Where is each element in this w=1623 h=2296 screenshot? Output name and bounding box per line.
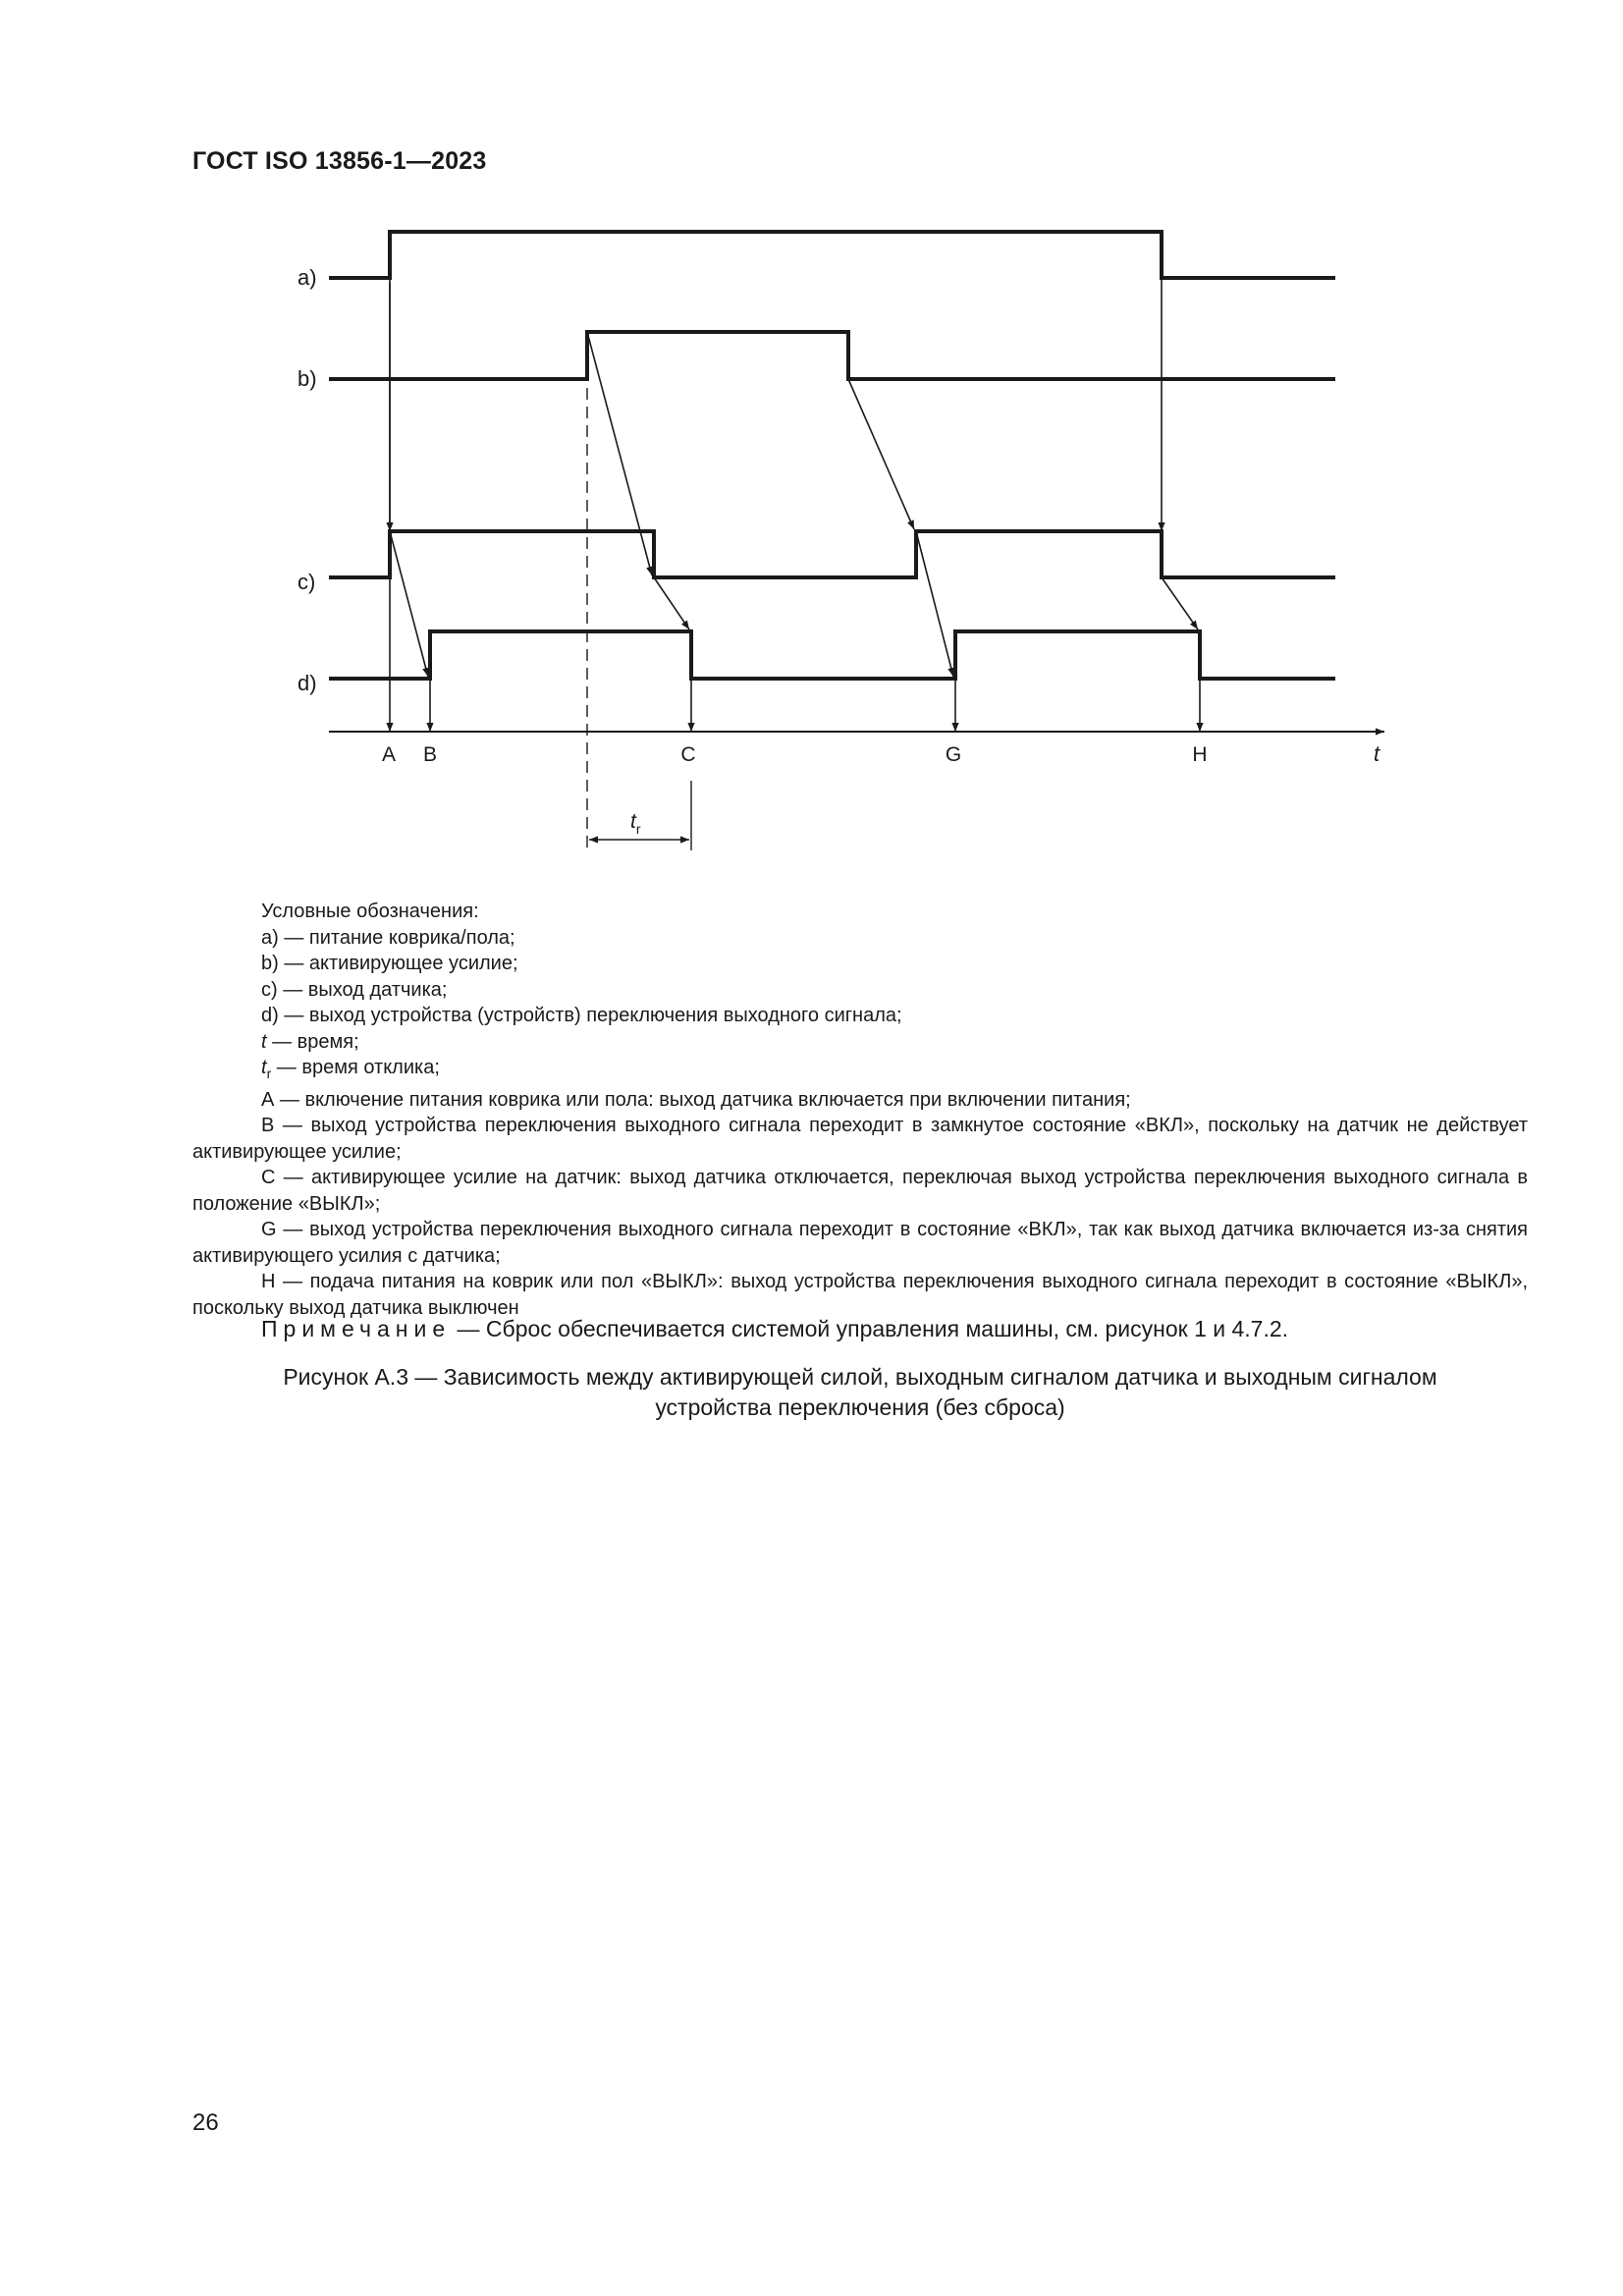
legend-item-b: b) — активирующее усилие; (261, 953, 518, 974)
event-label-B: B (422, 743, 438, 766)
figure-note (261, 1316, 1288, 1342)
legend-item-A: А — включение питания коврика или пола: выход датчика включается при включении питания; (261, 1088, 1131, 1111)
legend-title: Условные обозначения: (261, 901, 479, 922)
figure-caption (192, 1362, 1528, 1423)
cause-arrow-c-to-d-off (654, 577, 689, 629)
legend-item-a: a) — питание коврика/пола; (261, 926, 515, 949)
legend-item-H: Н — подача питания на коврик или пол «ВЫКЛ»: выход устройства переключения выходного сигнала переходит в состояние «ВЫКЛ», поскольку выход датчика выключен (192, 1271, 1528, 1319)
legend-symbol-t: t (261, 1030, 267, 1053)
legend-text-tr: — время отклика; (271, 1057, 440, 1078)
event-label-G: G (945, 743, 962, 766)
waveform-c-sensor-output (329, 531, 1335, 577)
timing-diagram (0, 0, 1623, 884)
document-header: ГОСТ ISO 13856-1—2023 (192, 147, 487, 175)
response-time-label: $t_r$ (630, 810, 641, 837)
legend-symbol-tr: t (261, 1057, 267, 1078)
note-text: — Сброс обеспечивается системой управления машины, см. рисунок 1 и 4.7.2. (451, 1316, 1289, 1341)
event-label-H: H (1192, 743, 1208, 766)
legend-symbol-tr-sub: r (266, 1066, 272, 1081)
cause-arrow-c-to-d-on-2 (916, 531, 953, 677)
legend-item-d: d) — выход устройства (устройств) переключения выходного сигнала; (261, 1005, 902, 1026)
cause-arrow-c-to-d-on (390, 531, 428, 677)
waveform-b-actuating-force (329, 332, 1335, 379)
legend-item-tr (192, 1055, 1528, 1087)
legend-item-t (192, 1029, 1528, 1056)
event-label-A: A (381, 743, 397, 766)
legend-item-G: G — выход устройства переключения выходного сигнала переходит в состояние «ВКЛ», так как выход датчика включается из-за снятия активирующего усилия с датчика; (192, 1219, 1528, 1267)
cause-arrow-b-to-c-off (587, 332, 652, 575)
legend-item-c: c) — выход датчика; (261, 978, 448, 1001)
page-number: 26 (192, 2109, 219, 2136)
event-label-C: C (680, 743, 696, 766)
legend-item-C: С — активирующее усилие на датчик: выход датчика отключается, переключая выход устройства переключения выходного сигнала в положение «ВЫКЛ»; (192, 1167, 1528, 1215)
signal-label-a: a) (298, 265, 317, 290)
cause-arrow-c-to-d-off-2 (1162, 577, 1198, 629)
cause-arrow-b-to-c-on (848, 379, 914, 529)
time-axis-label: t (1373, 741, 1380, 766)
legend-text-t: — время; (266, 1030, 359, 1053)
caption-line-2: устройства переключения (без сброса) (655, 1394, 1065, 1420)
waveform-a-power (329, 232, 1335, 278)
note-label: Примечание (261, 1316, 452, 1341)
signal-label-b: b) (298, 366, 317, 391)
legend-item-B: В — выход устройства переключения выходного сигнала переходит в замкнутое состояние «ВКЛ», поскольку на датчик не действует активирующее усилие; (192, 1115, 1528, 1163)
waveform-d-switching-output (329, 631, 1335, 679)
signal-label-c: c) (298, 570, 316, 594)
legend (192, 899, 1528, 1321)
signal-label-d: d) (298, 671, 317, 695)
caption-line-1: Рисунок А.3 — Зависимость между активирующей силой, выходным сигналом датчика и выходным сигналом (283, 1364, 1437, 1390)
